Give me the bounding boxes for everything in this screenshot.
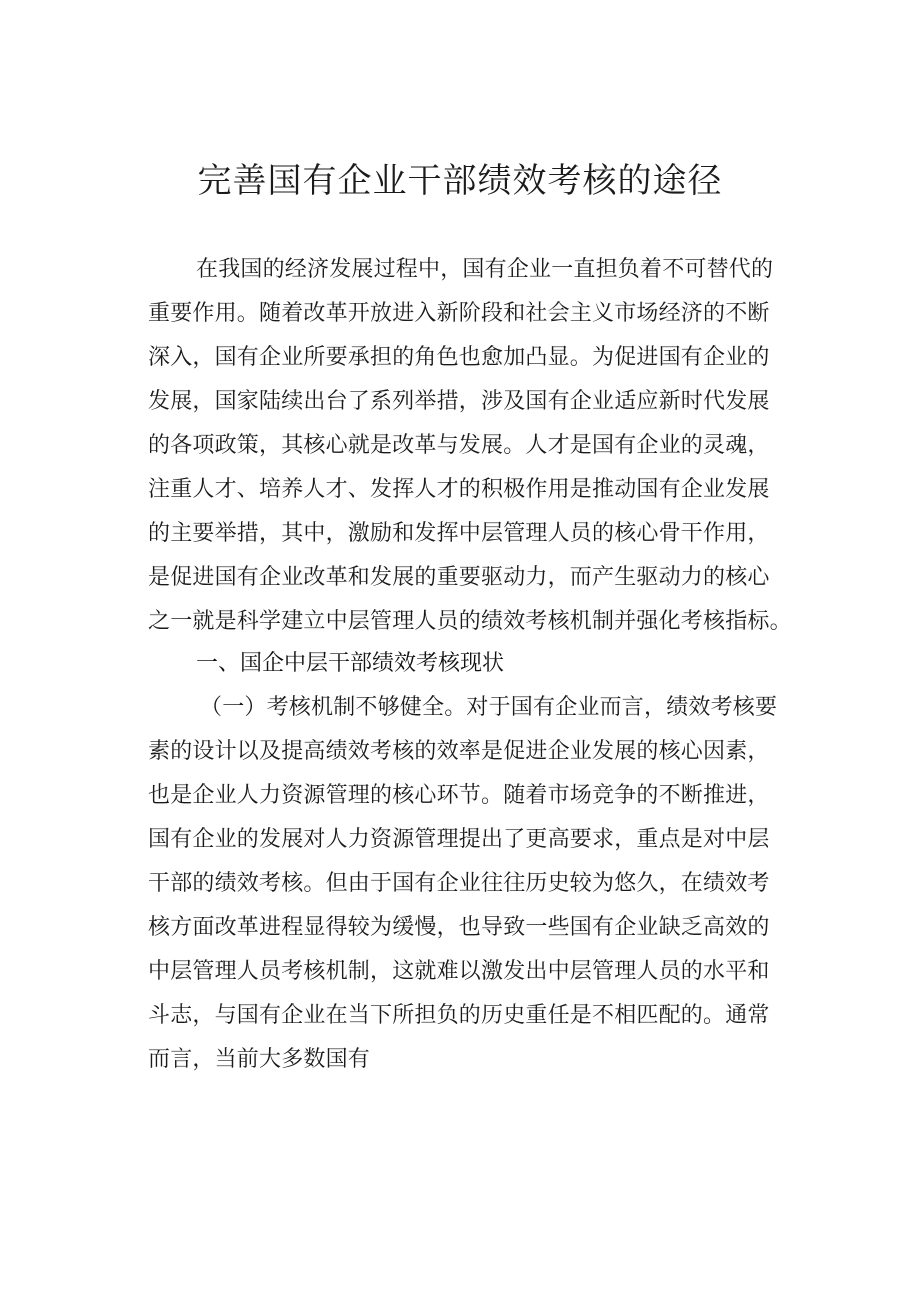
intro-paragraph-line: 深入，国有企业所要承担的角色也愈加凸显。为促进国有企业的 [148, 345, 770, 370]
intro-paragraph-line: 发展，国家陆续出台了系列举措，涉及国有企业适应新时代发展 [148, 389, 770, 414]
intro-paragraph-line: 之一就是科学建立中层管理人员的绩效考核机制并强化考核指标。 [148, 609, 792, 634]
intro-paragraph-line: 在我国的经济发展过程中，国有企业一直担负着不可替代的 [196, 257, 774, 282]
section-paragraph-line: 干部的绩效考核。但由于国有企业往往历史较为悠久，在绩效考 [148, 871, 770, 896]
section-paragraph-line: 斗志，与国有企业在当下所担负的历史重任是不相匹配的。通常 [148, 1003, 770, 1028]
intro-paragraph-line: 注重人才、培养人才、发挥人才的积极作用是推动国有企业发展 [148, 477, 770, 502]
section-paragraph-line: 中层管理人员考核机制，这就难以激发出中层管理人员的水平和 [148, 959, 770, 984]
section-paragraph-line: 素的设计以及提高绩效考核的效率是促进企业发展的核心因素， [148, 739, 770, 764]
section-paragraph-line: 而言，当前大多数国有 [148, 1047, 371, 1072]
intro-paragraph-line: 的主要举措，其中，激励和发挥中层管理人员的核心骨干作用， [148, 521, 770, 546]
intro-paragraph-line: 的各项政策，其核心就是改革与发展。人才是国有企业的灵魂， [148, 433, 770, 458]
section-paragraph-line: 也是企业人力资源管理的核心环节。随着市场竞争的不断推进， [148, 783, 770, 808]
intro-paragraph-line: 重要作用。随着改革开放进入新阶段和社会主义市场经济的不断 [148, 301, 770, 326]
section-paragraph-line: （一）考核机制不够健全。对于国有企业而言，绩效考核要 [200, 695, 778, 720]
intro-paragraph-line: 是促进国有企业改革和发展的重要驱动力，而产生驱动力的核心 [148, 565, 770, 590]
section-heading: 一、国企中层干部绩效考核现状 [196, 651, 505, 676]
section-paragraph-line: 核方面改革进程显得较为缓慢，也导致一些国有企业缺乏高效的 [148, 915, 770, 940]
document-title: 完善国有企业干部绩效考核的途径 [197, 161, 723, 201]
section-paragraph-line: 国有企业的发展对人力资源管理提出了更高要求，重点是对中层 [148, 827, 770, 852]
